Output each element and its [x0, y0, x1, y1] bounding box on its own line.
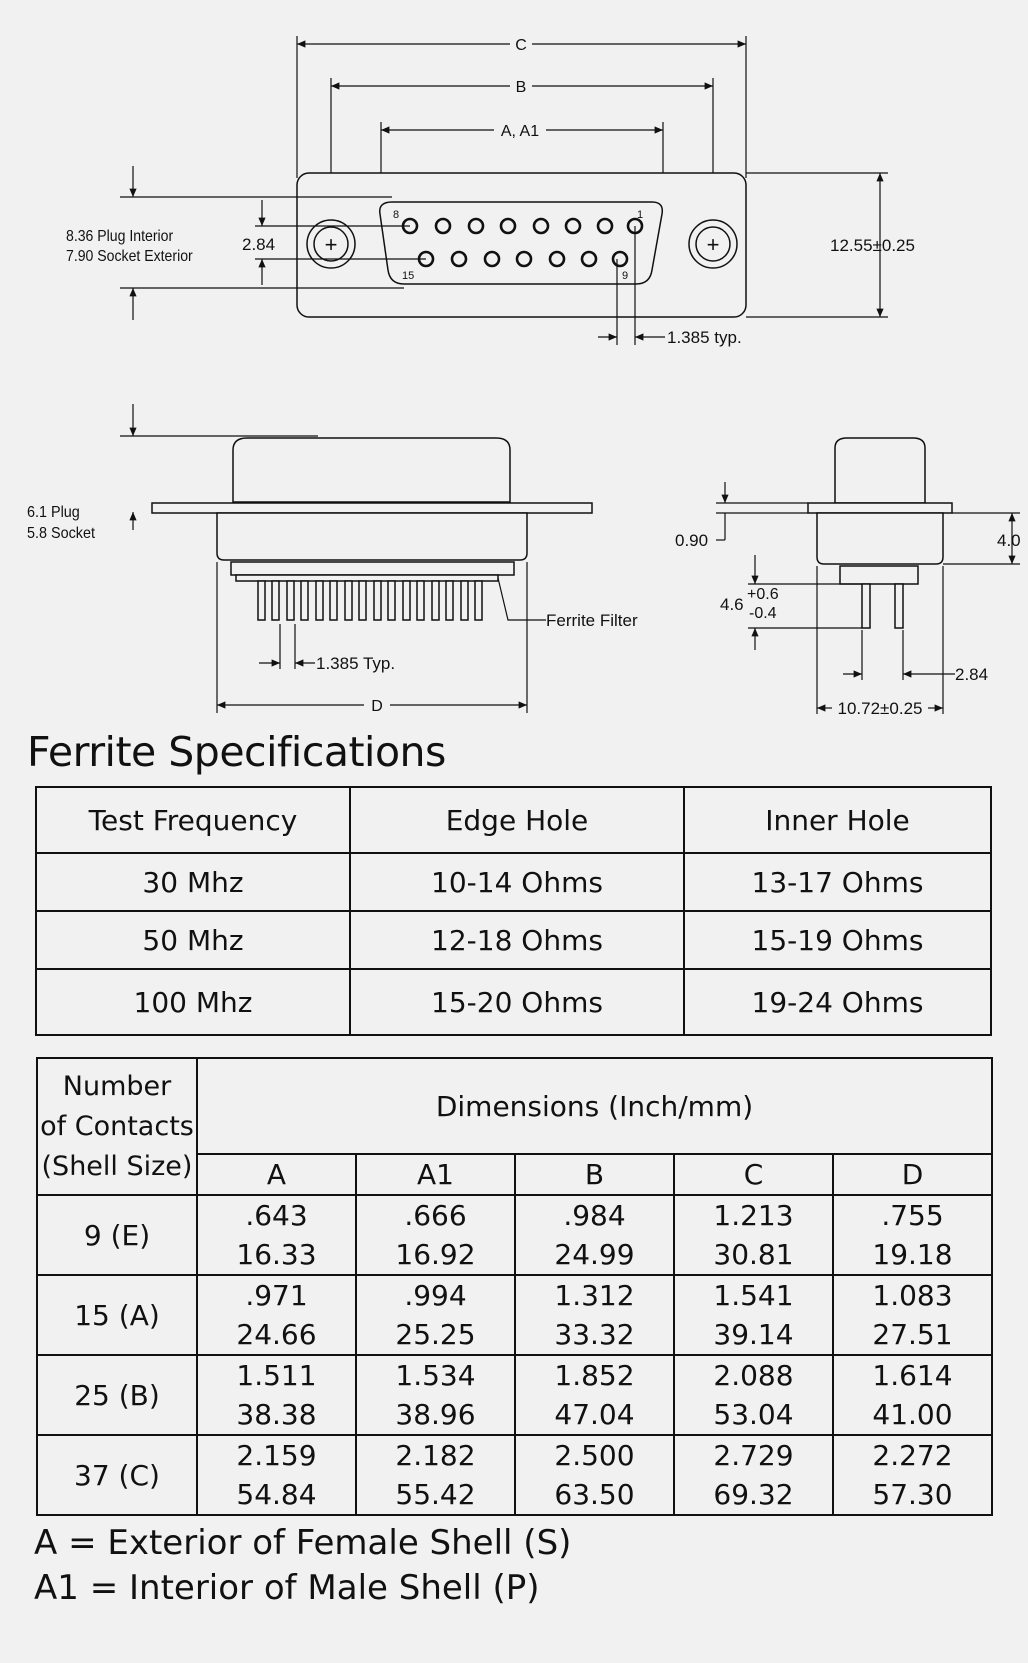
value-inch: 2.500	[554, 1439, 635, 1472]
value-mm: 27.51	[872, 1318, 953, 1351]
cell-dimension	[674, 1435, 833, 1515]
cell-contacts: 37 (C)	[37, 1435, 197, 1515]
cell-contacts: 15 (A)	[37, 1275, 197, 1355]
pin-length-tol-plus: +0.6	[747, 586, 779, 603]
header-contacts	[37, 1058, 197, 1195]
cell-dimension	[356, 1275, 515, 1355]
plug-height-label: 6.1 Plug	[27, 503, 80, 522]
cell-dimension	[515, 1355, 674, 1435]
cell-dimension	[674, 1355, 833, 1435]
cell-edge-hole: 10-14 Ohms	[350, 853, 684, 911]
cell-edge-hole: 12-18 Ohms	[350, 911, 684, 969]
cell-dimension	[833, 1195, 992, 1275]
height-label: 12.55±0.25	[830, 236, 915, 255]
value-mm: 55.42	[395, 1478, 476, 1511]
depth-label: 4.0	[997, 531, 1021, 550]
ferrite-filter-label: Ferrite Filter	[546, 611, 638, 630]
value-inch: 1.083	[872, 1279, 953, 1312]
dim-c-label: C	[515, 37, 527, 54]
row-spacing-label: 2.84	[242, 235, 276, 254]
header-contacts-line-3: (Shell Size)	[41, 1150, 193, 1182]
pin-label-15: 15	[402, 270, 415, 282]
table-header-row	[36, 787, 991, 853]
dim-b-label: B	[515, 79, 527, 96]
cell-frequency: 50 Mhz	[36, 911, 350, 969]
section-title: Ferrite Specifications	[27, 728, 446, 776]
pitch-label: 1.385 typ.	[667, 328, 742, 347]
value-mm: 24.66	[236, 1318, 317, 1351]
value-inch: .984	[563, 1199, 626, 1232]
value-inch: .643	[245, 1199, 308, 1232]
cell-contacts: 9 (E)	[37, 1195, 197, 1275]
cell-dimension	[833, 1435, 992, 1515]
value-inch: 1.511	[236, 1359, 317, 1392]
header-col-b: B	[515, 1154, 674, 1195]
value-mm: 38.38	[236, 1398, 317, 1431]
value-inch: .994	[404, 1279, 467, 1312]
value-inch: 1.312	[554, 1279, 635, 1312]
connector-drawing	[0, 0, 1028, 725]
value-inch: .666	[404, 1199, 467, 1232]
cell-inner-hole: 15-19 Ohms	[684, 911, 991, 969]
pin-spacing-label: 2.84	[955, 665, 989, 684]
end-view	[675, 438, 1021, 718]
header-contacts-line-1: Number	[62, 1070, 172, 1102]
value-inch: 1.852	[554, 1359, 635, 1392]
mount-hole-left-icon: +	[324, 232, 338, 257]
header-test-frequency: Test Frequency	[36, 787, 350, 853]
plug-interior-label: 8.36 Plug Interior	[66, 227, 174, 246]
cell-dimension	[197, 1435, 356, 1515]
value-mm: 39.14	[713, 1318, 794, 1351]
value-mm: 16.33	[236, 1238, 317, 1271]
pin-label-9: 9	[622, 270, 629, 282]
table-header-row	[37, 1058, 992, 1154]
cell-edge-hole: 15-20 Ohms	[350, 969, 684, 1035]
cell-inner-hole: 13-17 Ohms	[684, 853, 991, 911]
table-row	[37, 1435, 992, 1515]
value-mm: 25.25	[395, 1318, 476, 1351]
table-row	[36, 853, 991, 911]
value-mm: 38.96	[395, 1398, 476, 1431]
table-row	[37, 1275, 992, 1355]
value-mm: 19.18	[872, 1238, 953, 1271]
dimensions-table	[36, 1057, 993, 1516]
value-inch: 2.159	[236, 1439, 317, 1472]
header-col-c: C	[674, 1154, 833, 1195]
cell-dimension	[515, 1275, 674, 1355]
side-pitch-label: 1.385 Typ.	[316, 654, 396, 673]
cell-dimension	[356, 1435, 515, 1515]
dim-d-label: D	[371, 698, 383, 715]
cell-frequency: 100 Mhz	[36, 969, 350, 1035]
socket-height-label: 5.8 Socket	[27, 524, 96, 543]
cell-dimension	[197, 1195, 356, 1275]
cell-dimension	[356, 1355, 515, 1435]
header-col-d: D	[833, 1154, 992, 1195]
cell-dimension	[674, 1275, 833, 1355]
cell-dimension	[833, 1275, 992, 1355]
cell-contacts: 25 (B)	[37, 1355, 197, 1435]
table-row	[37, 1355, 992, 1435]
table-row	[36, 911, 991, 969]
value-inch: 1.541	[713, 1279, 794, 1312]
value-mm: 47.04	[554, 1398, 635, 1431]
value-inch: 2.088	[713, 1359, 794, 1392]
width-label: 10.72±0.25	[837, 699, 923, 718]
cell-frequency: 30 Mhz	[36, 853, 350, 911]
value-inch: .971	[245, 1279, 308, 1312]
cell-inner-hole: 19-24 Ohms	[684, 969, 991, 1035]
cell-dimension	[197, 1355, 356, 1435]
table-row	[36, 969, 991, 1035]
legend-a1: A1 = Interior of Male Shell (P)	[34, 1568, 540, 1608]
header-dimensions: Dimensions (Inch/mm)	[197, 1058, 992, 1154]
cell-dimension	[515, 1435, 674, 1515]
value-inch: .755	[881, 1199, 944, 1232]
value-mm: 30.81	[713, 1238, 794, 1271]
pin-label-1: 1	[637, 209, 644, 221]
ferrite-table	[35, 786, 992, 1036]
header-col-a1: A1	[356, 1154, 515, 1195]
flange-thickness-label: 0.90	[675, 531, 709, 550]
header-col-a: A	[197, 1154, 356, 1195]
side-view	[27, 404, 638, 715]
value-mm: 54.84	[236, 1478, 317, 1511]
dim-a-label: A, A1	[500, 123, 540, 140]
pin-label-8: 8	[393, 209, 400, 221]
legend-a: A = Exterior of Female Shell (S)	[34, 1523, 572, 1563]
value-mm: 16.92	[395, 1238, 476, 1271]
value-mm: 69.32	[713, 1478, 794, 1511]
value-mm: 41.00	[872, 1398, 953, 1431]
socket-exterior-label: 7.90 Socket Exterior	[66, 247, 193, 266]
side-pins	[258, 581, 482, 620]
value-inch: 2.272	[872, 1439, 953, 1472]
header-contacts-line-2: of Contacts	[40, 1110, 194, 1142]
table-row	[37, 1195, 992, 1275]
value-inch: 1.213	[713, 1199, 794, 1232]
header-edge-hole: Edge Hole	[350, 787, 684, 853]
pin-length-tol-minus: -0.4	[749, 605, 777, 622]
value-mm: 24.99	[554, 1238, 635, 1271]
cell-dimension	[356, 1195, 515, 1275]
cell-dimension	[674, 1195, 833, 1275]
value-inch: 1.534	[395, 1359, 476, 1392]
value-mm: 63.50	[554, 1478, 635, 1511]
cell-dimension	[515, 1195, 674, 1275]
value-mm: 53.04	[713, 1398, 794, 1431]
value-inch: 2.729	[713, 1439, 794, 1472]
value-mm: 57.30	[872, 1478, 953, 1511]
cell-dimension	[197, 1275, 356, 1355]
value-inch: 2.182	[395, 1439, 476, 1472]
pin-length-label: 4.6	[720, 595, 744, 614]
mount-hole-right-icon: +	[706, 232, 720, 257]
value-mm: 33.32	[554, 1318, 635, 1351]
header-inner-hole: Inner Hole	[684, 787, 991, 853]
top-view	[66, 36, 915, 347]
cell-dimension	[833, 1355, 992, 1435]
value-inch: 1.614	[872, 1359, 953, 1392]
